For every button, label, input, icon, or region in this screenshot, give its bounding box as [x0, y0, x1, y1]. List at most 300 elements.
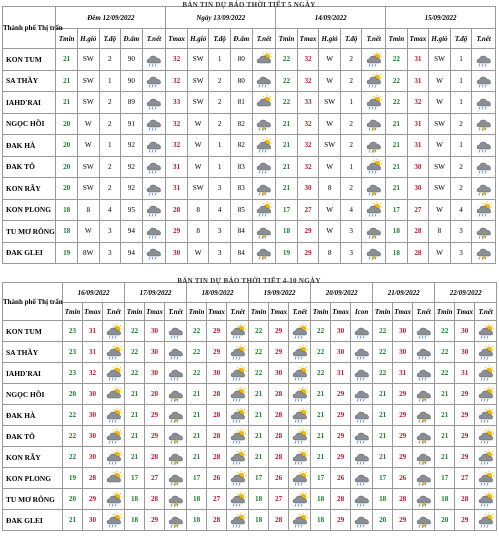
cell-value: 1: [450, 49, 472, 71]
cell-value: 3: [340, 242, 362, 264]
sun-rain-icon: [477, 450, 495, 465]
cell-value: 32: [297, 135, 319, 157]
cell-value: 22: [386, 70, 408, 92]
weather-cell: [289, 510, 311, 531]
city-name: IAHD'RAI: [3, 92, 56, 114]
tmin-value: 22: [187, 342, 207, 363]
cell-value: 28: [407, 242, 429, 264]
tmax-value: 28: [207, 426, 227, 447]
weather-cell: [165, 363, 187, 384]
weather-cell: [142, 199, 166, 221]
weather-cell: [227, 447, 249, 468]
cell-value: 91: [121, 113, 143, 135]
day-header: 20/09/2022: [311, 283, 373, 303]
weather-cell: [472, 156, 496, 178]
cell-value: W: [429, 242, 451, 264]
weather-cell: [362, 178, 386, 200]
weather-cell: [475, 384, 497, 405]
tmin-value: 21: [187, 384, 207, 405]
column-header: T.nết: [103, 303, 125, 321]
cell-value: SW: [187, 178, 209, 200]
cell-value: 32: [297, 113, 319, 135]
column-header: Tmax: [331, 303, 351, 321]
rain-cloud-icon: [475, 95, 493, 110]
city-name: ĐAK TÔ: [3, 156, 56, 178]
cell-value: 8: [187, 221, 209, 243]
day-header: 14/09/2022: [276, 7, 386, 29]
weather-cell: [289, 384, 311, 405]
cell-value: 21: [386, 178, 408, 200]
column-header: Tmin: [311, 303, 331, 321]
weather-cell: [351, 321, 373, 342]
cell-value: 20: [56, 156, 78, 178]
thunder-rain-icon: [365, 245, 383, 260]
weather-cell: [252, 70, 276, 92]
weather-cell: [227, 426, 249, 447]
weather-cell: [472, 135, 496, 157]
cell-value: 2: [340, 49, 362, 71]
cell-value: 21: [386, 156, 408, 178]
cell-value: 3: [99, 221, 121, 243]
weather-cell: [472, 49, 496, 71]
weather-cell: [227, 342, 249, 363]
tmax-value: 30: [83, 405, 103, 426]
cell-value: 1: [450, 135, 472, 157]
cell-value: 2: [99, 49, 121, 71]
city-name: ĐAK TÔ: [3, 426, 63, 447]
column-header: Icon: [351, 303, 373, 321]
tmax-value: 29: [83, 489, 103, 510]
column-header: Đ.ẩm: [230, 29, 252, 49]
cell-value: 33: [297, 92, 319, 114]
weather-cell: [362, 92, 386, 114]
cell-value: SW: [429, 113, 451, 135]
rain-cloud-icon: [255, 159, 273, 174]
cell-value: 31: [407, 70, 429, 92]
column-header: T.nết: [227, 303, 249, 321]
tmin-value: 20: [435, 510, 455, 531]
cell-value: 33: [166, 92, 188, 114]
tmax-value: 30: [331, 321, 351, 342]
rain-cloud-icon: [353, 429, 371, 444]
cell-value: W: [429, 70, 451, 92]
cell-value: 82: [230, 113, 252, 135]
column-header: T.độ: [99, 29, 121, 49]
cell-value: SW: [187, 49, 209, 71]
city-name: ĐAK HÀ: [3, 135, 56, 157]
weather-cell: [362, 199, 386, 221]
tmax-value: 30: [393, 342, 413, 363]
weather-cell: [351, 468, 373, 489]
weather-cell: [142, 221, 166, 243]
cell-value: 84: [230, 221, 252, 243]
tmax-value: 29: [331, 426, 351, 447]
column-header: Tmax: [455, 303, 475, 321]
sun-rain-icon: [477, 366, 495, 381]
cell-value: 2: [340, 135, 362, 157]
cell-value: 8W: [77, 242, 99, 264]
table-row: [3, 342, 497, 363]
weather-cell: [413, 447, 435, 468]
column-header: Đ.ẩm: [121, 29, 143, 49]
weather-cell: [103, 321, 125, 342]
weather-cell: [103, 510, 125, 531]
sun-rain-icon: [229, 345, 247, 360]
thunder-rain-icon: [475, 181, 493, 196]
cell-value: 32: [166, 113, 188, 135]
column-header: Tmax: [393, 303, 413, 321]
tmin-value: 22: [125, 363, 145, 384]
cell-value: 32: [166, 70, 188, 92]
tmax-value: 28: [207, 510, 227, 531]
sun-rain-icon: [477, 408, 495, 423]
weather-cell: [227, 321, 249, 342]
weather-cell: [103, 468, 125, 489]
cell-value: 21: [56, 92, 78, 114]
cell-value: W: [187, 242, 209, 264]
column-header: H.gió: [429, 29, 451, 49]
cell-value: 17: [386, 199, 408, 221]
cell-value: 2: [209, 113, 231, 135]
cell-value: SW: [319, 135, 341, 157]
city-name: NGỌC HỒI: [3, 384, 63, 405]
city-name: IAHD'RAI: [3, 363, 63, 384]
thunder-rain-icon: [167, 408, 185, 423]
sun-rain-icon: [255, 202, 273, 217]
weather-cell: [475, 510, 497, 531]
sun-rain-icon: [365, 95, 383, 110]
table-row: [3, 221, 496, 243]
rain-cloud-icon: [475, 159, 493, 174]
weather-cell: [475, 342, 497, 363]
cell-value: 2: [99, 92, 121, 114]
tmax-value: 26: [269, 468, 289, 489]
tmax-value: 28: [207, 447, 227, 468]
day-header: 15/09/2022: [386, 7, 496, 29]
cell-value: W: [429, 199, 451, 221]
tmax-value: 28: [455, 489, 475, 510]
weather-cell: [362, 221, 386, 243]
rain-cloud-icon: [353, 471, 371, 486]
cell-value: 27: [407, 199, 429, 221]
cell-value: 2: [450, 178, 472, 200]
tmax-value: 28: [269, 384, 289, 405]
cell-value: 8: [319, 242, 341, 264]
forecast-10day-sheet: [2, 277, 496, 530]
day-header: 17/09/2022: [125, 283, 187, 303]
column-header: H.gió: [77, 29, 99, 49]
column-header: T.nết: [142, 29, 166, 49]
tmin-value: 21: [435, 405, 455, 426]
weather-cell: [289, 405, 311, 426]
weather-cell: [362, 156, 386, 178]
tmin-value: 18: [373, 489, 393, 510]
thunder-rain-icon: [475, 116, 493, 131]
cell-value: SW: [429, 156, 451, 178]
weather-cell: [227, 468, 249, 489]
sun-rain-icon: [105, 324, 123, 339]
sun-rain-icon: [477, 429, 495, 444]
cell-value: 20: [56, 135, 78, 157]
rain-cloud-icon: [145, 181, 163, 196]
thunder-rain-icon: [167, 471, 185, 486]
tmin-value: 22: [373, 342, 393, 363]
cell-value: SW: [429, 49, 451, 71]
weather-cell: [103, 405, 125, 426]
rain-cloud-icon: [145, 202, 163, 217]
weather-cell: [165, 342, 187, 363]
cell-value: SW: [429, 178, 451, 200]
tmax-value: 29: [455, 510, 475, 531]
cell-value: 22: [386, 92, 408, 114]
tmin-value: 21: [249, 405, 269, 426]
cell-value: SW: [319, 92, 341, 114]
thunder-rain-icon: [167, 387, 185, 402]
cell-value: W: [319, 199, 341, 221]
rain-cloud-icon: [353, 387, 371, 402]
cell-value: W: [319, 113, 341, 135]
column-header: T.nết: [475, 303, 497, 321]
tmax-value: 31: [83, 342, 103, 363]
cell-value: 29: [297, 221, 319, 243]
tmax-value: 31: [331, 363, 351, 384]
city-header: Thành phố Thị trấn: [3, 7, 56, 49]
cell-value: 4: [340, 199, 362, 221]
weather-cell: [227, 363, 249, 384]
sun-rain-icon: [291, 513, 309, 528]
weather-cell: [472, 178, 496, 200]
tmax-value: 29: [455, 384, 475, 405]
city-name: ĐAK GLEI: [3, 242, 56, 264]
column-header: H.gió: [319, 29, 341, 49]
tmax-value: 27: [145, 468, 165, 489]
thunder-rain-icon: [255, 245, 273, 260]
cell-value: 8: [429, 221, 451, 243]
rain-cloud-icon: [353, 408, 371, 423]
tmin-value: 17: [311, 468, 331, 489]
cell-value: 18: [56, 199, 78, 221]
cell-value: 2: [209, 92, 231, 114]
weather-cell: [252, 242, 276, 264]
tmin-value: 18: [187, 510, 207, 531]
cell-value: 19: [56, 242, 78, 264]
tmax-value: 29: [393, 510, 413, 531]
column-header: Tmin: [125, 303, 145, 321]
column-header: T.độ: [340, 29, 362, 49]
tmin-value: 22: [311, 321, 331, 342]
tmin-value: 18: [249, 489, 269, 510]
thunder-rain-icon: [365, 138, 383, 153]
tmax-value: 30: [83, 510, 103, 531]
tmin-value: 21: [373, 384, 393, 405]
weather-cell: [413, 384, 435, 405]
cell-value: 19: [276, 242, 298, 264]
tmin-value: 21: [125, 384, 145, 405]
rain-cloud-icon: [353, 492, 371, 507]
weather-cell: [472, 199, 496, 221]
cell-value: 2: [99, 156, 121, 178]
tmin-value: 22: [187, 363, 207, 384]
tmax-value: 28: [331, 489, 351, 510]
weather-cell: [472, 242, 496, 264]
column-header: T.độ: [450, 29, 472, 49]
weather-cell: [227, 405, 249, 426]
weather-cell: [472, 70, 496, 92]
cell-value: 32: [166, 49, 188, 71]
sun-rain-icon: [105, 408, 123, 423]
cell-value: 3: [209, 221, 231, 243]
cell-value: 32: [407, 92, 429, 114]
weather-cell: [289, 468, 311, 489]
cell-value: W: [319, 49, 341, 71]
thunder-rain-icon: [255, 181, 273, 196]
cell-value: 94: [121, 242, 143, 264]
weather-cell: [475, 405, 497, 426]
rain-cloud-icon: [145, 52, 163, 67]
cell-value: SW: [77, 156, 99, 178]
tmin-value: 22: [125, 342, 145, 363]
rain-cloud-icon: [145, 138, 163, 153]
tmax-value: 28: [145, 447, 165, 468]
tmin-value: 21: [249, 426, 269, 447]
cell-value: SW: [187, 92, 209, 114]
cell-value: 21: [276, 135, 298, 157]
cell-value: 2: [99, 113, 121, 135]
cell-value: 2: [99, 178, 121, 200]
rain-cloud-icon: [255, 73, 273, 88]
sun-cloud-icon: [255, 95, 273, 110]
cell-value: W: [77, 135, 99, 157]
sun-rain-icon: [477, 345, 495, 360]
cell-value: 17: [276, 199, 298, 221]
city-name: KON RẪY: [3, 447, 63, 468]
city-name: SA THẦY: [3, 342, 63, 363]
cell-value: 3: [450, 242, 472, 264]
table-row: [3, 199, 496, 221]
tmax-value: 29: [145, 426, 165, 447]
city-name: TU MƠ RÔNG: [3, 489, 63, 510]
tmin-value: 17: [435, 468, 455, 489]
cell-value: SW: [77, 178, 99, 200]
cell-value: W: [429, 135, 451, 157]
table-row: [3, 363, 497, 384]
table-row: [3, 156, 496, 178]
sun-rain-icon: [475, 202, 493, 217]
tmin-value: 23: [63, 342, 83, 363]
cell-value: W: [187, 113, 209, 135]
cell-value: W: [187, 135, 209, 157]
weather-cell: [351, 510, 373, 531]
tmin-value: 21: [373, 426, 393, 447]
tmin-value: 22: [249, 342, 269, 363]
day-header: 21/09/2022: [373, 283, 435, 303]
table-row: [3, 92, 496, 114]
tmax-value: 28: [269, 510, 289, 531]
table-row: [3, 135, 496, 157]
tmax-value: 30: [455, 342, 475, 363]
weather-cell: [252, 113, 276, 135]
cell-value: 21: [56, 70, 78, 92]
cell-value: 4: [450, 199, 472, 221]
city-name: TU MƠ RÔNG: [3, 221, 56, 243]
tmin-value: 18: [125, 510, 145, 531]
tmax-value: 30: [331, 342, 351, 363]
rain-cloud-icon: [167, 345, 185, 360]
cell-value: 80: [230, 70, 252, 92]
thunder-rain-icon: [475, 245, 493, 260]
cell-value: 1: [209, 135, 231, 157]
weather-cell: [351, 426, 373, 447]
weather-cell: [413, 468, 435, 489]
weather-cell: [165, 426, 187, 447]
weather-cell: [289, 363, 311, 384]
tmin-value: 22: [249, 363, 269, 384]
tmax-value: 30: [145, 363, 165, 384]
thunder-rain-icon: [365, 181, 383, 196]
rain-cloud-icon: [475, 138, 493, 153]
thunder-rain-icon: [415, 471, 433, 486]
cell-value: 2: [209, 70, 231, 92]
sun-rain-icon: [229, 366, 247, 381]
weather-cell: [413, 510, 435, 531]
rain-cloud-icon: [353, 324, 371, 339]
cell-value: 2: [340, 70, 362, 92]
tmin-value: 21: [125, 426, 145, 447]
tmin-value: 21: [435, 426, 455, 447]
weather-cell: [351, 405, 373, 426]
cell-value: 3: [209, 242, 231, 264]
cell-value: SW: [77, 92, 99, 114]
rain-cloud-icon: [353, 513, 371, 528]
thunder-rain-icon: [415, 387, 433, 402]
cell-value: 92: [121, 135, 143, 157]
tmax-value: 27: [207, 489, 227, 510]
weather-cell: [227, 510, 249, 531]
cell-value: W: [77, 221, 99, 243]
tmax-value: 29: [393, 405, 413, 426]
column-header: T.nết: [472, 29, 496, 49]
table-row: [3, 447, 497, 468]
tmin-value: 17: [249, 468, 269, 489]
sun-rain-icon: [477, 324, 495, 339]
cell-value: 3: [209, 178, 231, 200]
table-row: [3, 321, 497, 342]
rain-cloud-icon: [145, 159, 163, 174]
column-header: Tmin: [373, 303, 393, 321]
column-header: Tmin: [63, 303, 83, 321]
thunder-rain-icon: [415, 513, 433, 528]
weather-cell: [475, 489, 497, 510]
cell-value: 84: [230, 242, 252, 264]
rain-cloud-icon: [145, 224, 163, 239]
weather-cell: [227, 489, 249, 510]
weather-cell: [142, 135, 166, 157]
tmin-value: 18: [311, 510, 331, 531]
sun-rain-icon: [291, 450, 309, 465]
weather-cell: [362, 49, 386, 71]
tmin-value: 21: [63, 510, 83, 531]
rain-cloud-icon: [415, 366, 433, 381]
tmax-value: 30: [145, 321, 165, 342]
tmin-value: 20: [63, 384, 83, 405]
rain-cloud-icon: [167, 366, 185, 381]
cell-value: 18: [386, 242, 408, 264]
cell-value: 21: [386, 135, 408, 157]
column-header: T.độ: [209, 29, 231, 49]
tmax-value: 26: [207, 468, 227, 489]
cell-value: 30: [407, 178, 429, 200]
cell-value: 82: [230, 135, 252, 157]
